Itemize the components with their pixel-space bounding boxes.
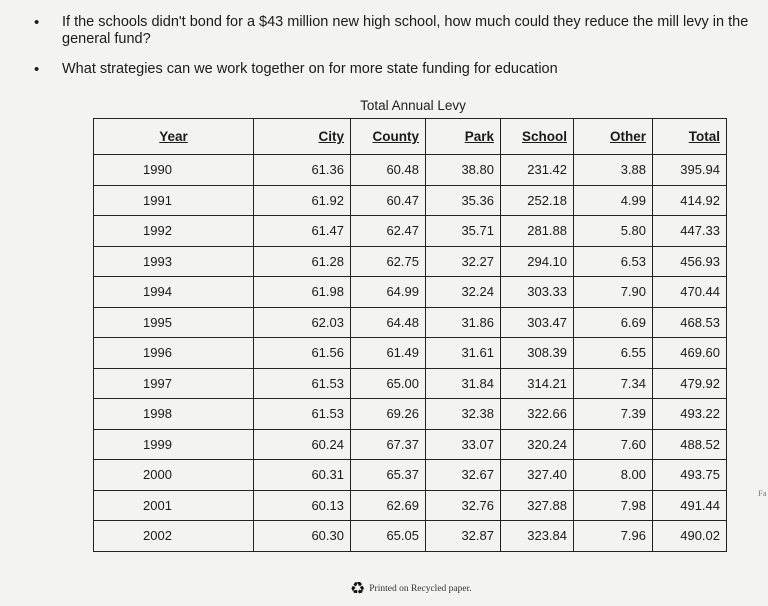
cell-school: 281.88 bbox=[501, 216, 574, 247]
column-header-city: City bbox=[254, 119, 351, 155]
cell-school: 314.21 bbox=[501, 368, 574, 399]
cell-city: 60.13 bbox=[254, 490, 351, 521]
cell-school: 303.33 bbox=[501, 277, 574, 308]
cell-county: 62.75 bbox=[351, 246, 426, 277]
cell-school: 252.18 bbox=[501, 185, 574, 216]
cell-city: 61.92 bbox=[254, 185, 351, 216]
cell-other: 8.00 bbox=[574, 460, 653, 491]
cell-city: 60.24 bbox=[254, 429, 351, 460]
cell-total: 479.92 bbox=[653, 368, 727, 399]
cell-other: 4.99 bbox=[574, 185, 653, 216]
cell-park: 32.67 bbox=[426, 460, 501, 491]
table-row bbox=[94, 399, 727, 430]
cell-total: 490.02 bbox=[653, 521, 727, 552]
cell-park: 32.38 bbox=[426, 399, 501, 430]
cell-total: 493.22 bbox=[653, 399, 727, 430]
cell-other: 7.60 bbox=[574, 429, 653, 460]
cell-total: 395.94 bbox=[653, 155, 727, 186]
cell-other: 7.96 bbox=[574, 521, 653, 552]
cell-park: 31.84 bbox=[426, 368, 501, 399]
cell-school: 308.39 bbox=[501, 338, 574, 369]
cell-other: 5.80 bbox=[574, 216, 653, 247]
cell-total: 469.60 bbox=[653, 338, 727, 369]
cell-year: 1998 bbox=[94, 399, 254, 430]
cell-other: 6.53 bbox=[574, 246, 653, 277]
levy-table bbox=[93, 118, 727, 552]
cell-park: 31.86 bbox=[426, 307, 501, 338]
cell-city: 61.56 bbox=[254, 338, 351, 369]
cell-other: 7.39 bbox=[574, 399, 653, 430]
cell-total: 491.44 bbox=[653, 490, 727, 521]
cell-county: 64.48 bbox=[351, 307, 426, 338]
cell-school: 303.47 bbox=[501, 307, 574, 338]
cell-year: 2000 bbox=[94, 460, 254, 491]
table-row bbox=[94, 368, 727, 399]
cell-city: 60.31 bbox=[254, 460, 351, 491]
bullet-dot: • bbox=[34, 14, 40, 31]
cell-school: 327.88 bbox=[501, 490, 574, 521]
cell-county: 61.49 bbox=[351, 338, 426, 369]
bullet-text: If the schools didn't bond for a $43 million new high school, how much could they reduce the mill levy in the general fund? bbox=[62, 14, 749, 47]
column-header-other: Other bbox=[574, 119, 653, 155]
cell-other: 6.55 bbox=[574, 338, 653, 369]
cell-year: 1990 bbox=[94, 155, 254, 186]
cell-year: 1991 bbox=[94, 185, 254, 216]
cell-year: 2001 bbox=[94, 490, 254, 521]
footer bbox=[350, 580, 472, 597]
column-header-total: Total bbox=[653, 119, 727, 155]
cell-city: 61.98 bbox=[254, 277, 351, 308]
bullet-item bbox=[30, 14, 765, 48]
margin-note: Fa bbox=[758, 488, 767, 498]
cell-year: 2002 bbox=[94, 521, 254, 552]
cell-city: 60.30 bbox=[254, 521, 351, 552]
cell-total: 493.75 bbox=[653, 460, 727, 491]
cell-year: 1992 bbox=[94, 216, 254, 247]
column-header-school: School bbox=[501, 119, 574, 155]
table-row bbox=[94, 460, 727, 491]
column-header-year: Year bbox=[94, 119, 254, 155]
table-row bbox=[94, 216, 727, 247]
cell-city: 62.03 bbox=[254, 307, 351, 338]
cell-city: 61.36 bbox=[254, 155, 351, 186]
cell-park: 32.24 bbox=[426, 277, 501, 308]
bullet-list bbox=[30, 14, 765, 91]
table-row bbox=[94, 490, 727, 521]
cell-school: 327.40 bbox=[501, 460, 574, 491]
cell-county: 60.48 bbox=[351, 155, 426, 186]
cell-county: 65.00 bbox=[351, 368, 426, 399]
cell-year: 1997 bbox=[94, 368, 254, 399]
cell-year: 1993 bbox=[94, 246, 254, 277]
bullet-item bbox=[30, 61, 765, 78]
cell-city: 61.28 bbox=[254, 246, 351, 277]
cell-other: 7.98 bbox=[574, 490, 653, 521]
cell-school: 294.10 bbox=[501, 246, 574, 277]
cell-total: 468.53 bbox=[653, 307, 727, 338]
table-row bbox=[94, 338, 727, 369]
cell-school: 323.84 bbox=[501, 521, 574, 552]
bullet-text: What strategies can we work together on for more state funding for education bbox=[62, 61, 558, 77]
cell-school: 231.42 bbox=[501, 155, 574, 186]
cell-county: 65.37 bbox=[351, 460, 426, 491]
column-header-park: Park bbox=[426, 119, 501, 155]
cell-park: 33.07 bbox=[426, 429, 501, 460]
cell-city: 61.53 bbox=[254, 399, 351, 430]
table-row bbox=[94, 307, 727, 338]
cell-other: 3.88 bbox=[574, 155, 653, 186]
cell-school: 320.24 bbox=[501, 429, 574, 460]
cell-county: 60.47 bbox=[351, 185, 426, 216]
cell-year: 1994 bbox=[94, 277, 254, 308]
table-title: Total Annual Levy bbox=[360, 98, 466, 113]
cell-school: 322.66 bbox=[501, 399, 574, 430]
cell-park: 31.61 bbox=[426, 338, 501, 369]
cell-total: 488.52 bbox=[653, 429, 727, 460]
cell-other: 7.90 bbox=[574, 277, 653, 308]
cell-other: 7.34 bbox=[574, 368, 653, 399]
table-row bbox=[94, 155, 727, 186]
cell-year: 1995 bbox=[94, 307, 254, 338]
cell-county: 64.99 bbox=[351, 277, 426, 308]
cell-park: 35.71 bbox=[426, 216, 501, 247]
cell-park: 32.27 bbox=[426, 246, 501, 277]
column-header-county: County bbox=[351, 119, 426, 155]
table-row bbox=[94, 185, 727, 216]
cell-total: 470.44 bbox=[653, 277, 727, 308]
table-row bbox=[94, 277, 727, 308]
cell-county: 65.05 bbox=[351, 521, 426, 552]
cell-total: 456.93 bbox=[653, 246, 727, 277]
cell-county: 62.69 bbox=[351, 490, 426, 521]
cell-county: 62.47 bbox=[351, 216, 426, 247]
footer-text: Printed on Recycled paper. bbox=[369, 583, 472, 594]
cell-park: 35.36 bbox=[426, 185, 501, 216]
cell-park: 32.87 bbox=[426, 521, 501, 552]
cell-total: 414.92 bbox=[653, 185, 727, 216]
cell-county: 67.37 bbox=[351, 429, 426, 460]
table-header-row bbox=[94, 119, 727, 155]
cell-year: 1999 bbox=[94, 429, 254, 460]
table-row bbox=[94, 246, 727, 277]
cell-city: 61.53 bbox=[254, 368, 351, 399]
recycle-icon: ♻ bbox=[350, 579, 366, 598]
cell-park: 38.80 bbox=[426, 155, 501, 186]
cell-other: 6.69 bbox=[574, 307, 653, 338]
cell-year: 1996 bbox=[94, 338, 254, 369]
cell-park: 32.76 bbox=[426, 490, 501, 521]
cell-county: 69.26 bbox=[351, 399, 426, 430]
bullet-dot: • bbox=[34, 61, 40, 78]
table-row bbox=[94, 429, 727, 460]
cell-city: 61.47 bbox=[254, 216, 351, 247]
cell-total: 447.33 bbox=[653, 216, 727, 247]
table-row bbox=[94, 521, 727, 552]
